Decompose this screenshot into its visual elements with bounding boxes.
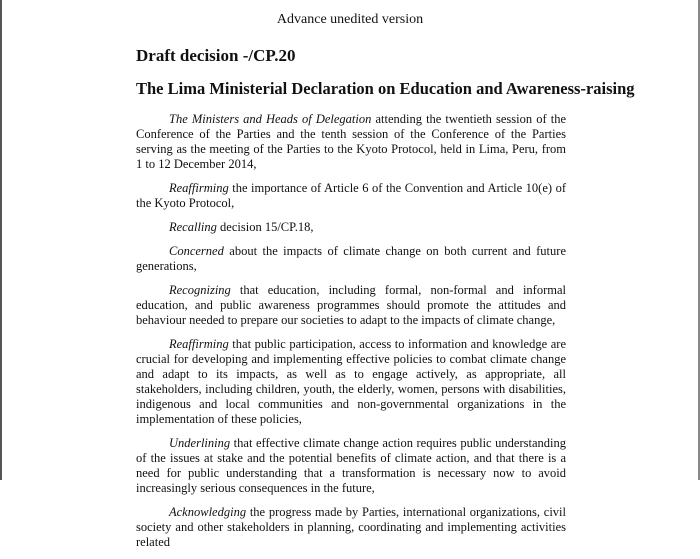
document-subtitle: The Lima Ministerial Declaration on Education and Awareness-raising [136, 79, 635, 98]
paragraph-lead: Reaffirming [169, 181, 229, 195]
paragraph-lead: Underlining [169, 436, 231, 450]
paragraph-text: the importance of Article 6 of the Convention and Article 10(e) of the Kyoto Protocol, [136, 181, 566, 210]
paragraph [136, 283, 566, 328]
paragraph-text: about the impacts of climate change on both current and future generations, [136, 244, 566, 273]
document-title: Draft decision -/CP.20 [136, 46, 296, 65]
page-left-border [0, 0, 2, 480]
paragraph-lead: Acknowledging [169, 505, 247, 519]
paragraph [136, 337, 566, 427]
paragraph-text: attending the twentieth session of the Conference of the Parties and the tenth session of the Conference of the Parties serving as the meeting of the Parties to the Kyoto Protocol, held in Lima, Peru, from 1 to 12 December 2014, [136, 112, 566, 171]
paragraph-lead: Recalling [169, 220, 217, 234]
paragraph-text: decision 15/CP.18, [216, 220, 314, 234]
paragraph-lead: Concerned [169, 244, 224, 258]
paragraph [136, 181, 566, 211]
paragraph-text: that education, including formal, non-formal and informal education, and public awareness programmes should promote the attitudes and behaviour needed to prepare our societies to adapt to the impacts of climate change, [136, 283, 566, 327]
paragraph [136, 220, 566, 235]
paragraph-lead: Recognizing [169, 283, 231, 297]
paragraph [136, 505, 566, 550]
paragraph-text: that public participation, access to information and knowledge are crucial for developing and implementing effective policies to combat climate change and adapt to its impacts, as well as to engage actively, as appropriate, all stakeholders, including children, youth, the elderly, women, persons with disabilities, indigenous and local communities and non-governmental organizations in the implementation of these policies, [136, 337, 566, 426]
paragraph [136, 436, 566, 496]
paragraph [136, 244, 566, 274]
page-header: Advance unedited version [276, 12, 424, 27]
paragraph-text: that effective climate change action requires public understanding of the issues at stake and the potential benefits of climate action, and that there is a need for public understanding that a transformation is necessary now to avoid increasingly serious consequences in the future, [136, 436, 566, 495]
paragraph [136, 112, 566, 172]
paragraph-text: the progress made by Parties, international organizations, civil society and other stakeholders in planning, coordinating and implementing activities related [136, 505, 566, 549]
paragraph-lead: Reaffirming [169, 337, 229, 351]
document-body [136, 112, 566, 559]
paragraph-lead: The Ministers and Heads of Delegation [169, 112, 372, 126]
